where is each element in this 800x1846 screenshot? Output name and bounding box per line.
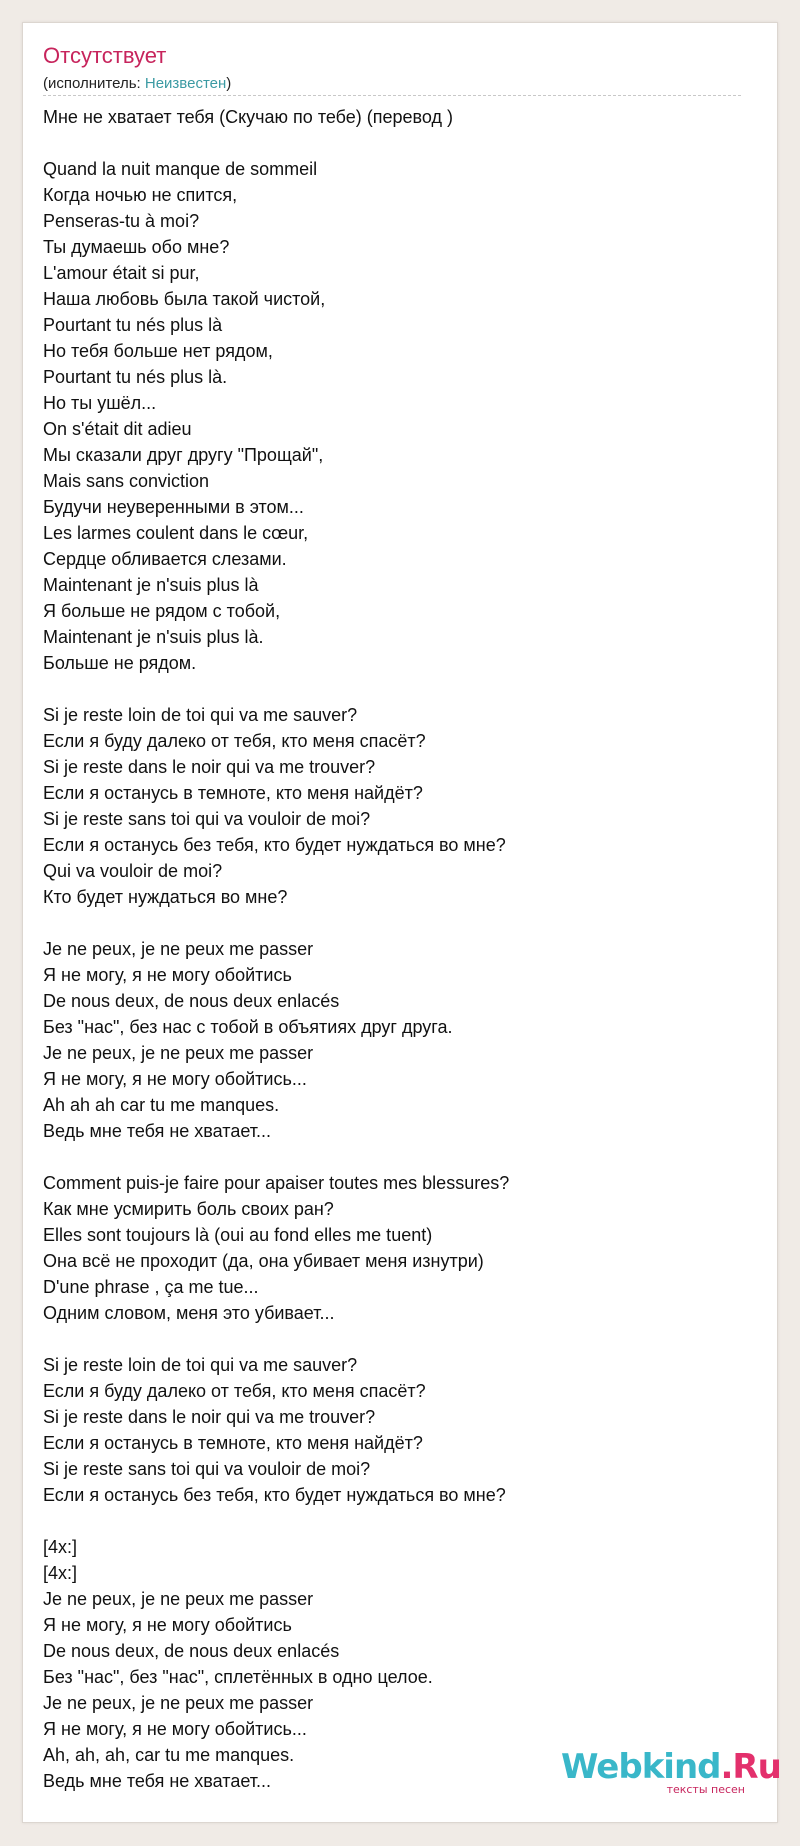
lyric-blank-line	[43, 1508, 743, 1534]
lyric-line: Если я буду далеко от тебя, кто меня спасёт?	[43, 1381, 426, 1401]
header-divider	[43, 95, 741, 96]
lyric-line: Ah ah ah car tu me manques.	[43, 1095, 280, 1115]
lyric-line: Mais sans conviction	[43, 471, 210, 491]
lyric-line: Мы сказали друг другу "Прощай",	[43, 445, 324, 465]
lyric-line: Si je reste sans toi qui va vouloir de moi?	[43, 809, 371, 829]
lyric-line: De nous deux, de nous deux enlacés	[43, 991, 340, 1011]
lyric-line: Si je reste loin de toi qui va me sauver?	[43, 1355, 358, 1375]
lyric-line: Si je reste sans toi qui va vouloir de moi?	[43, 1459, 371, 1479]
lyric-line: Maintenant je n'suis plus là	[43, 575, 259, 595]
artist-suffix: )	[226, 75, 232, 92]
lyric-line: Сердце обливается слезами.	[43, 549, 287, 569]
lyric-line: Я не могу, я не могу обойтись	[43, 965, 292, 985]
artist-line	[43, 75, 231, 93]
lyric-line: Как мне усмирить боль своих ран?	[43, 1199, 334, 1219]
lyric-line: On s'était dit adieu	[43, 419, 192, 439]
lyric-line: Она всё не проходит (да, она убивает меня изнутри)	[43, 1251, 484, 1271]
lyric-line: Ведь мне тебя не хватает...	[43, 1771, 271, 1791]
site-logo[interactable]	[561, 1747, 781, 1798]
artist-link[interactable]: Неизвестен	[144, 75, 227, 92]
lyric-line: Я не могу, я не могу обойтись	[43, 1615, 292, 1635]
lyric-blank-line	[43, 910, 743, 936]
lyric-line: Но ты ушёл...	[43, 393, 157, 413]
lyric-line: [4x:]	[43, 1563, 78, 1583]
lyric-line: Одним словом, меня это убивает...	[43, 1303, 335, 1323]
lyric-line: Pourtant tu nés plus là	[43, 315, 223, 335]
lyric-line: D'une phrase , ça me tue...	[43, 1277, 259, 1297]
lyric-line: Если я останусь в темноте, кто меня найдёт?	[43, 1433, 423, 1453]
lyric-line: Ты думаешь обо мне?	[43, 237, 230, 257]
lyric-line: Без "нас", без нас с тобой в объятиях друг друга.	[43, 1017, 453, 1037]
lyric-line: Penseras-tu à moi?	[43, 211, 200, 231]
lyric-line: Когда ночью не спится,	[43, 185, 238, 205]
lyric-line: De nous deux, de nous deux enlacés	[43, 1641, 340, 1661]
lyrics-text	[43, 104, 743, 1794]
lyric-line: Будучи неуверенными в этом...	[43, 497, 304, 517]
lyric-line: L'amour était si pur,	[43, 263, 200, 283]
lyric-blank-line	[43, 130, 743, 156]
song-title: Отсутствует	[43, 43, 167, 68]
lyric-line: Если я останусь без тебя, кто будет нуждаться во мне?	[43, 1485, 506, 1505]
lyric-line: Я больше не рядом с тобой,	[43, 601, 281, 621]
lyric-line: Ah, ah, ah, car tu me manques.	[43, 1745, 295, 1765]
lyric-line: Je ne peux, je ne peux me passer	[43, 939, 314, 959]
lyric-line: Если я останусь в темноте, кто меня найдёт?	[43, 783, 423, 803]
lyric-line: Без "нас", без "нас", сплетённых в одно целое.	[43, 1667, 433, 1687]
lyric-line: Les larmes coulent dans le cœur,	[43, 523, 309, 543]
lyric-line: Кто будет нуждаться во мне?	[43, 887, 288, 907]
lyric-line: Si je reste dans le noir qui va me trouver?	[43, 757, 376, 777]
lyric-line: Если я останусь без тебя, кто будет нуждаться во мне?	[43, 835, 506, 855]
lyric-line: Je ne peux, je ne peux me passer	[43, 1693, 314, 1713]
lyric-line: Maintenant je n'suis plus là.	[43, 627, 264, 647]
lyric-line: Pourtant tu nés plus là.	[43, 367, 228, 387]
logo-wordmark	[561, 1747, 781, 1787]
lyric-line: Я не могу, я не могу обойтись...	[43, 1069, 307, 1089]
lyrics-card	[22, 22, 781, 1823]
lyric-line: Si je reste dans le noir qui va me trouver?	[43, 1407, 376, 1427]
lyric-line: Больше не рядом.	[43, 653, 197, 673]
lyric-line: [4x:]	[43, 1537, 78, 1557]
lyric-line: Quand la nuit manque de sommeil	[43, 159, 318, 179]
lyric-line: Ведь мне тебя не хватает...	[43, 1121, 271, 1141]
logo-domain: .Ru	[720, 1747, 781, 1787]
logo-tagline: тексты песен	[666, 1783, 745, 1796]
lyric-line: Je ne peux, je ne peux me passer	[43, 1589, 314, 1609]
lyric-line: Qui va vouloir de moi?	[43, 861, 223, 881]
lyric-line: Мне не хватает тебя (Скучаю по тебе) (перевод )	[43, 107, 454, 127]
lyric-line: Comment puis-je faire pour apaiser toutes mes blessures?	[43, 1173, 510, 1193]
lyric-blank-line	[43, 676, 743, 702]
lyric-line: Я не могу, я не могу обойтись...	[43, 1719, 307, 1739]
lyric-line: Si je reste loin de toi qui va me sauver?	[43, 705, 358, 725]
lyric-line: Но тебя больше нет рядом,	[43, 341, 273, 361]
lyric-line: Наша любовь была такой чистой,	[43, 289, 326, 309]
lyric-line: Elles sont toujours là (oui au fond elles me tuent)	[43, 1225, 433, 1245]
lyric-line: Если я буду далеко от тебя, кто меня спасёт?	[43, 731, 426, 751]
lyric-blank-line	[43, 1326, 743, 1352]
lyric-line: Je ne peux, je ne peux me passer	[43, 1043, 314, 1063]
artist-prefix: (исполнитель:	[43, 75, 145, 92]
logo-name: Webkind	[561, 1747, 721, 1787]
lyric-blank-line	[43, 1144, 743, 1170]
